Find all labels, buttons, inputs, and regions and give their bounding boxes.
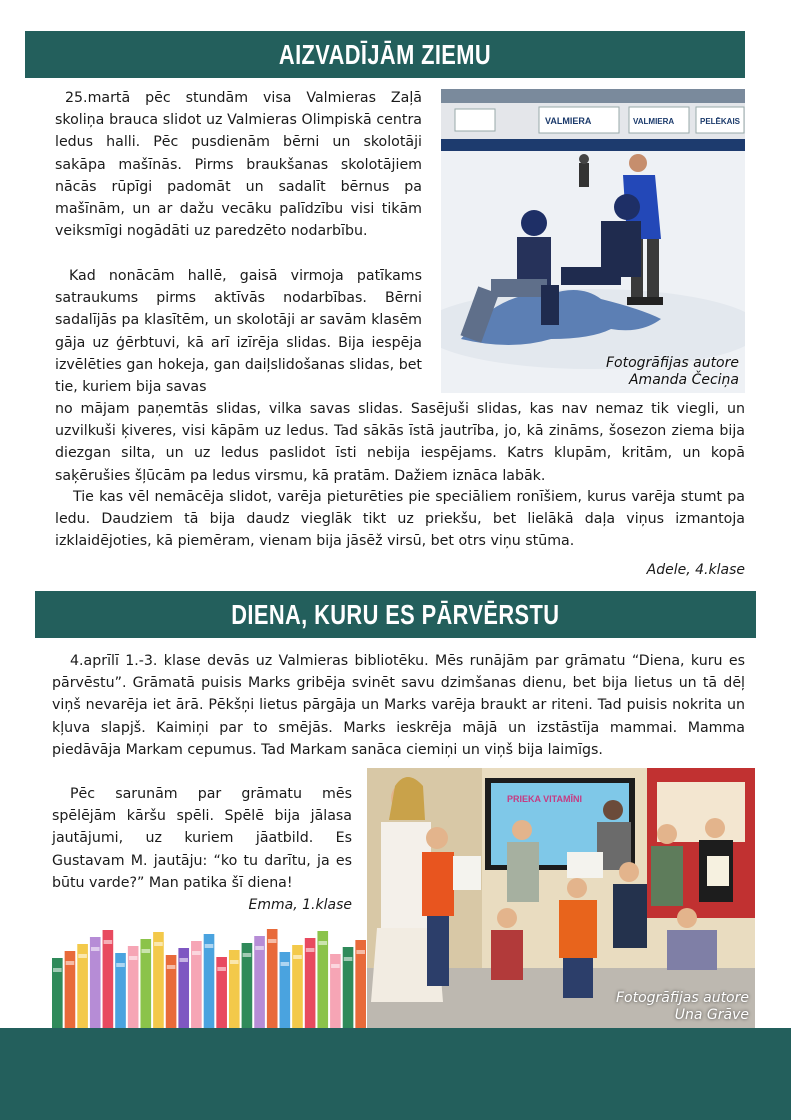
screen-text: PRIEKA VITAMĪNI xyxy=(507,794,583,804)
photo2-caption-line1: Fotogrāfijas autore xyxy=(615,990,749,1006)
book-spine-band xyxy=(154,942,163,946)
book-spine-band xyxy=(116,963,125,967)
ice-skating-photo xyxy=(441,89,745,393)
banner-text-2: VALMIERA xyxy=(633,117,675,126)
photo1-caption-line2: Amanda Čeciņa xyxy=(628,372,739,388)
book-spine xyxy=(317,931,328,1030)
books-illustration xyxy=(52,926,368,1030)
article2-paragraph-2: Pēc sarunām par grāmatu mēs spēlējām kāršu spēli. Spēlē bija jālasa jautājumi, uz kuriem jāatbild. Es Gustavam M. jautāju: “ko tu darītu, ja es būtu varde?” Man patika šī diena! xyxy=(52,786,352,891)
article2-author: Emma, 1.klase xyxy=(248,897,352,913)
ice-skating-photo-illustration xyxy=(441,89,745,393)
book-spine-band xyxy=(331,964,340,968)
article1-paragraph-2b: no mājam paņemtās slidas, vilka savas slidas. Sasējuši slidas, kas nav nemaz tik viegli, un uzvilkuši ķiveres, visi kāpām uz ledus. Tad sākās īstā jautrība, jo, kā zināms, šosezon ziema bija diezgan silta, un uz ledus paslidot īsti nebija iespējams. Katrs klupām, kritām, un kopā saķērušies šļūcām pa ledus virsmu, kā pratām. Dažiem iznāca labāk. xyxy=(55,401,745,484)
book-spine-band xyxy=(104,940,113,944)
book-spine-band xyxy=(268,939,277,943)
book-spine-band xyxy=(356,950,365,954)
book-spine-band xyxy=(91,947,100,951)
article1-paragraph-3: Tie kas vēl nemācēja slidot, varēja pieturēties pie speciāliem ronīšiem, kurus varēja stumt pa ledu. Daudziem tā bija daudz vieglāk tikt uz priekšu, bet lielākā daļa viņus izmantoja izklaidējoties, kā piemēram, vienam bija jāsēž virsū, bet otrs viņu stūma. xyxy=(55,489,745,550)
article2-title-banner xyxy=(35,591,756,638)
banner-text-1: VALMIERA xyxy=(545,116,592,126)
book-spine-band xyxy=(255,946,264,950)
book-spine-band xyxy=(318,941,327,945)
footer-bar xyxy=(0,1028,791,1120)
book-spine-band xyxy=(230,960,239,964)
book-spine xyxy=(267,929,278,1030)
article1-author: Adele, 4.klase xyxy=(646,562,745,578)
book-spine-band xyxy=(179,958,188,962)
book-spine-band xyxy=(66,961,75,965)
banner-text-3: PELĒKAIS xyxy=(700,117,741,126)
photo1-caption-line1: Fotogrāfijas autore xyxy=(605,355,739,371)
article1-paragraph-1: 25.martā pēc stundām visa Valmieras Zaļā skoliņa brauca slidot uz Valmieras Olimpiskā centra ledus halli. Pēc pusdienām bērni un skolotāji sakāpa mašīnās. Pirms braukšanas skolotājiem nācās rūpīgi padomāt un sadalīt bērnus pa mašīnām, un ar dažu vecāku palīdzību visi tikām veiksmīgi nogādāti uz paredzēto nodarbību. xyxy=(55,90,422,240)
book-spine xyxy=(153,932,164,1030)
library-photo-illustration xyxy=(367,768,755,1028)
book-spine xyxy=(204,934,215,1030)
photo2-caption-line2: Una Grāve xyxy=(674,1007,749,1023)
article1-title: AIZVADĪJĀM ZIEMU xyxy=(278,39,492,70)
article2-title: DIENA, KURU ES PĀRVĒRSTU xyxy=(231,599,560,630)
book-spine-band xyxy=(293,955,302,959)
book-spine-band xyxy=(78,954,87,958)
book-spine-band xyxy=(129,956,138,960)
book-spine-band xyxy=(243,953,252,957)
book-spine-band xyxy=(167,965,176,969)
book-spine-band xyxy=(281,962,290,966)
book-spine-band xyxy=(53,968,62,972)
photo2-caption xyxy=(616,990,749,1024)
book-spine-band xyxy=(141,949,150,953)
book-spine xyxy=(254,936,265,1030)
article1-paragraph-2a: Kad nonācām hallē, gaisā virmoja patīkams satraukums pirms aktīvās nodarbības. Bērni sadalījās pa klasītēm, un skolotāji ar savām klasēm gāja uz ģērbtuvi, kā arī izīrēja slidas. Bija iespēja izvēlēties gan hokeja, gan daiļslidošanas slidas, bet tie, kuriem bija savas xyxy=(55,268,422,396)
library-photo xyxy=(367,768,755,1028)
article1-title-banner xyxy=(25,31,745,78)
book-spine-band xyxy=(205,944,214,948)
article2-paragraph-1: 4.aprīlī 1.-3. klase devās uz Valmieras bibliotēku. Mēs runājām par grāmatu “Diena, kuru es pārvēstu”. Grāmatā puisis Marks gribēja svinēt savu dzimšanas dienu, bet bija lietus un tā dēļ viņš nevarēja iet ārā. Pēkšņi lietus pārgāja un Marks varēja braukt ar riteni. Tad puisis nokrita un kļuva slapjš. Kaimiņi par to smējās. Marks ieskrēja mājā un izstāstīja mammai. Mamma piedāvāja Markam cepumus. Tad Markam sanāca ciemiņi un viņš bija laimīgs. xyxy=(52,653,745,758)
book-spine-band xyxy=(344,957,353,961)
book-spine-band xyxy=(192,951,201,955)
book-spine-band xyxy=(217,967,226,971)
book-spine-band xyxy=(306,948,315,952)
book-spine xyxy=(103,930,114,1030)
photo1-caption xyxy=(606,355,739,389)
